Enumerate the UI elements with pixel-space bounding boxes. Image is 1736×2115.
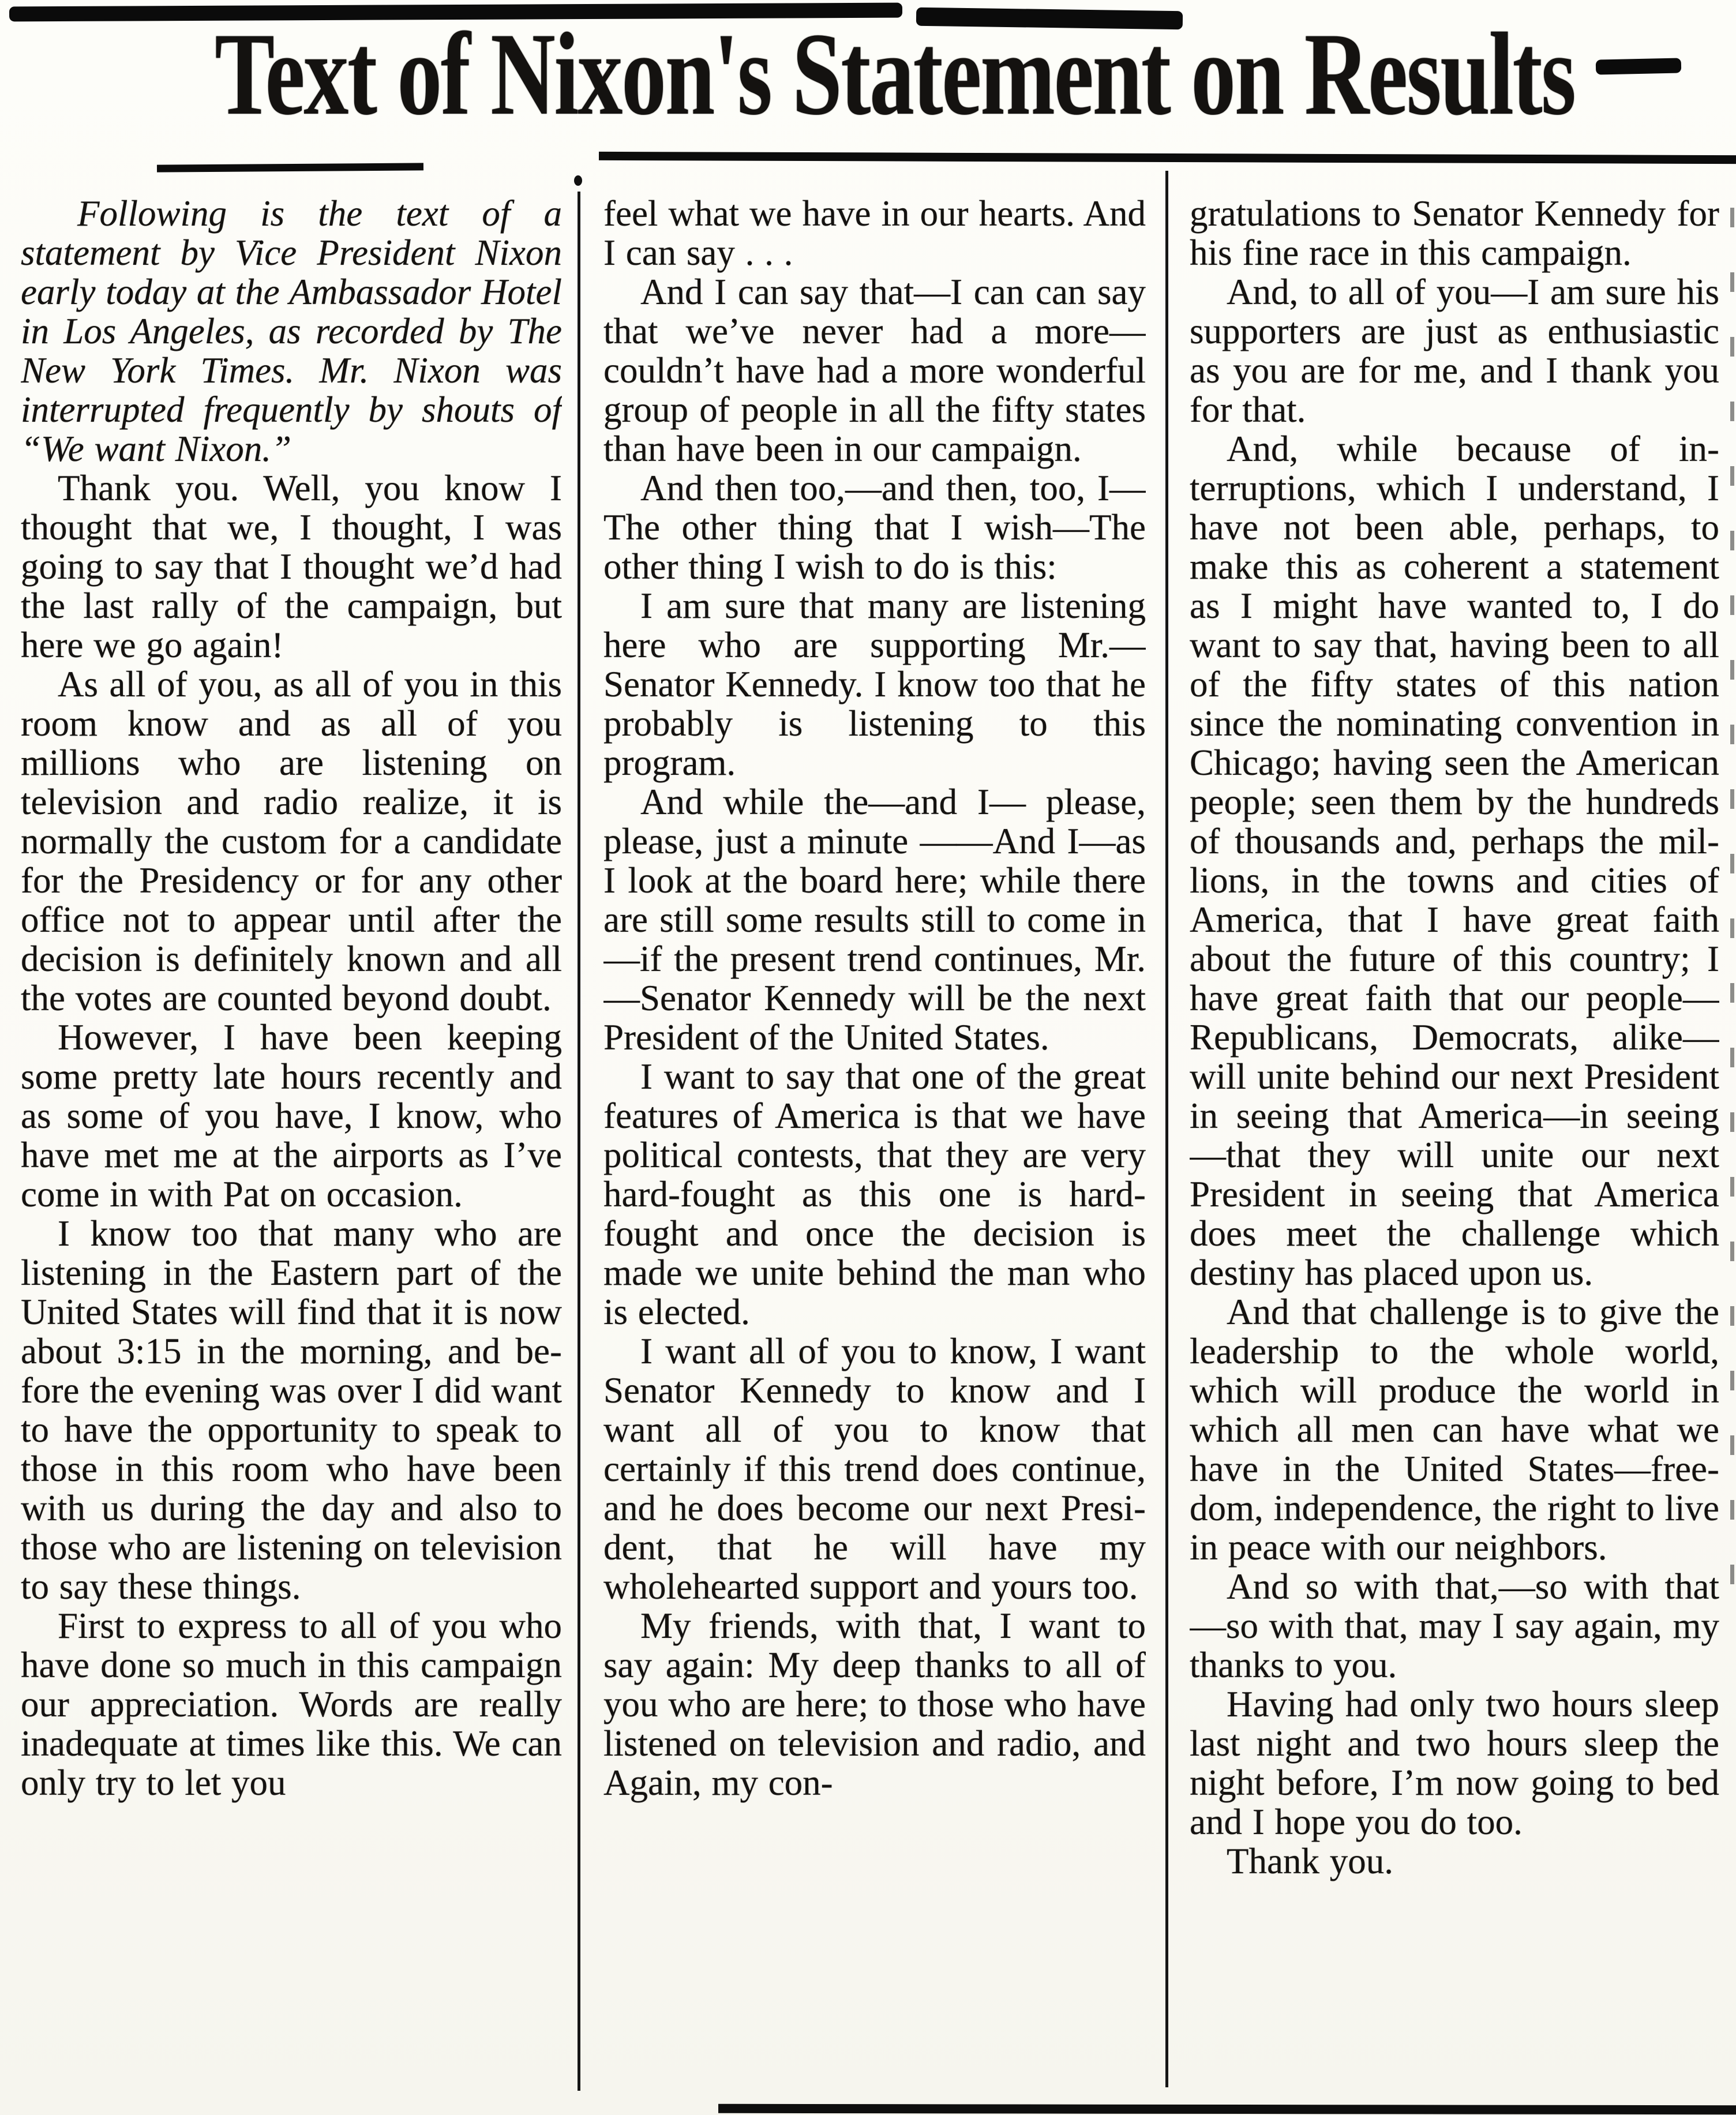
article-column-1 [21, 194, 562, 2095]
article-column-3 [1190, 194, 1719, 2095]
paragraph: feel what we have in our hearts. And I can say . . . [603, 194, 1146, 273]
article-headline: Text of Nixon's Statement on Results [215, 9, 1575, 140]
column-divider-dot [574, 175, 582, 186]
masthead [0, 9, 1736, 140]
paragraph: Thank you. [1227, 1841, 1393, 1881]
paragraph: I want all of you to know, I want Senator Kennedy to know and I want all of you to know that certainly if this trend does continue, and he does become our next President, that he will have my wholehearted support and yours too. [603, 1331, 1146, 1607]
article-column-2 [603, 194, 1146, 2095]
paragraph: And, while because of interruptions, which I understand, I have not been able, perhaps, to make this as coherent a statement as I might have wanted to, I do want to say that, having been to all of the fifty states of this nation since the nominating convention in Chicago; having seen the American people; seen them by the hundreds of thousands and, perhaps the millions, in the towns and cities of America, that I have great faith about the future of this country; I have great faith that our people—Republicans, Democrats, alike—will unite behind our next President in seeing that America—in seeing—that they will unite our next President in seeing that America does meet the challenge which destiny has placed upon us. [1190, 429, 1719, 1293]
paragraph: Having had only two hours sleep last night and two hours sleep the night before, I’m now going to bed and I hope you do too. [1190, 1684, 1719, 1842]
headline-rule-right [599, 152, 1736, 164]
paragraph: And, to all of you—I am sure his supporters are just as enthusiastic as you are for me, and I thank you for that. [1190, 272, 1719, 430]
paragraph: However, I have been keeping some pretty late hours recently and as some of you have, I know, who have met me at the airports as I’ve come in with Pat on occasion. [21, 1017, 562, 1214]
paragraph: I am sure that many are listening here who are supporting Mr.—Senator Kennedy. I know too that he probably is listening to this program. [603, 586, 1146, 783]
column-divider [578, 192, 580, 2091]
paragraph: gratulations to Senator Kennedy for his fine race in this campaign. [1190, 194, 1719, 273]
paragraph: And then too,—and then, too, I—The other thing that I wish—The other thing I wish to do is this: [603, 468, 1146, 587]
paragraph: First to express to all of you who have done so much in this campaign our appreciation. Words are really inadequate at times like this. We can only try to let you [21, 1606, 562, 1803]
paragraph: Thank you. Well, you know I thought that we, I thought, I was going to say that I thought we’d had the last rally of the campaign, but here we go again! [21, 468, 562, 665]
paragraph: I know too that many who are listening in the Eastern part of the United States will find that it is now about 3:15 in the morning, and before the evening was over I did want to have the opportunity to speak to those in this room who have been with us during the day and also to those who are listening on television to say these things. [21, 1213, 562, 1607]
paragraph: As all of you, as all of you in this room know and as all of you millions who are listening on television and radio realize, it is normally the custom for a candidate for the Presidency or for any other office not to appear until after the decision is definitely known and all the votes are counted beyond doubt. [21, 664, 562, 1018]
paragraph: And I can say that—I can can say that we’ve never had a more—couldn’t have had a more wonderful group of people in all the fifty states than have been in our campaign. [603, 272, 1146, 469]
paragraph: And while the—and I— please, please, just a minute ——And I—as I look at the board here; while there are still some results still to come in—if the present trend continues, Mr.—Senator Kennedy will be the next President of the United States. [603, 782, 1146, 1058]
scan-edge-artifact [1730, 208, 1734, 1604]
headline-rule-left [157, 163, 423, 172]
column-divider [1165, 171, 1168, 2087]
paragraph: Following is the text of a statement by Vice President Nixon early today at the Ambassador Hotel in Los Angeles, as recorded by The New York Times. Mr. Nixon was interrupted frequently by shouts of “We want Nixon.” [21, 194, 562, 469]
scan-bottom-smudge [718, 2104, 1736, 2114]
paragraph: I want to say that one of the great features of America is that we have political contests, that they are very hard-fought as this one is hard-fought and once the decision is made we unite behind the man who is elected. [603, 1056, 1146, 1332]
paragraph: And that challenge is to give the leadership to the whole world, which will produce the world in which all men can have what we have in the United States—freedom, independence, the right to live in peace with our neighbors. [1190, 1292, 1719, 1567]
paragraph: My friends, with that, I want to say again: My deep thanks to all of you who are here; to those who have listened on television and radio, and Again, my con- [603, 1606, 1146, 1803]
paragraph: And so with that,—so with that—so with that, may I say again, my thanks to you. [1190, 1566, 1719, 1685]
